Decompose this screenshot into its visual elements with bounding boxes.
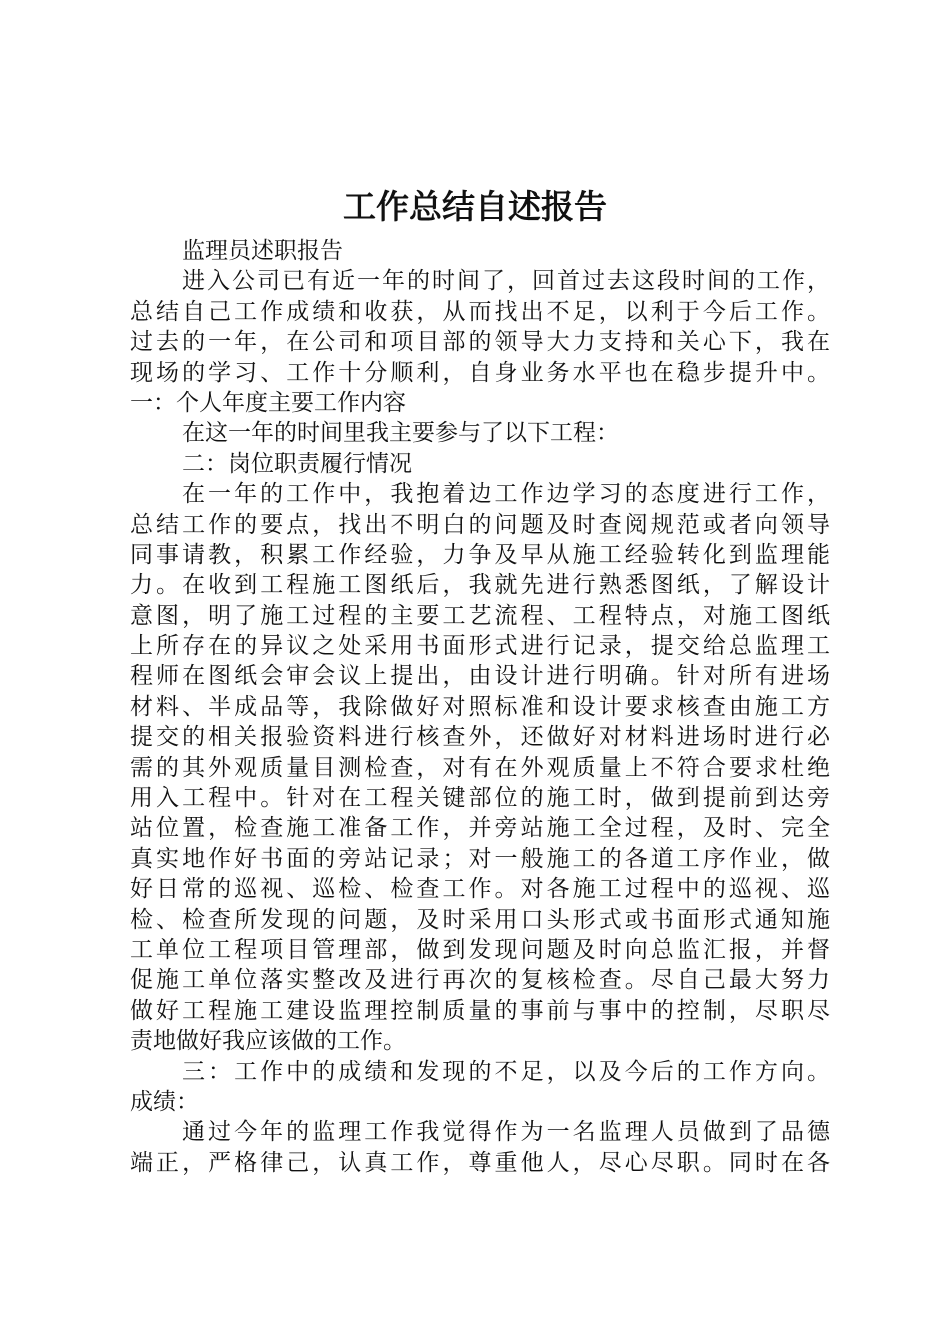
body-line: 在一年的工作中，我抱着边工作边学习的态度进行工作， [182,481,830,508]
body-line: 在这一年的时间里我主要参与了以下工程： [182,420,619,447]
body-line: 好日常的巡视、巡检、检查工作。对各施工过程中的巡视、巡 [130,876,830,903]
body-line: 二：岗位职责履行情况 [182,450,412,477]
body-line: 程师在图纸会审会议上提出，由设计进行明确。针对所有进场 [130,663,830,690]
body-line: 提交的相关报验资料进行核查外，还做好对材料进场时进行必 [130,724,830,751]
body-line: 上所存在的异议之处采用书面形式进行记录，提交给总监理工 [130,633,830,660]
body-line: 站位置，检查施工准备工作，并旁站施工全过程，及时、完全 [130,815,830,842]
body-line: 过去的一年，在公司和项目部的领导大力支持和关心下，我在 [130,329,830,356]
body-line: 监理员述职报告 [182,238,343,264]
body-line: 同事请教，积累工作经验，力争及早从施工经验转化到监理能 [130,541,830,568]
body-line: 现场的学习、工作十分顺利，自身业务水平也在稳步提升中。 [130,359,830,386]
body-line: 意图，明了施工过程的主要工艺流程、工程特点，对施工图纸 [130,602,830,629]
body-line: 真实地作好书面的旁站记录；对一般施工的各道工序作业，做 [130,845,830,872]
body-line: 做好工程施工建设监理控制质量的事前与事中的控制，尽职尽 [130,997,830,1024]
body-line: 需的其外观质量目测检查，对有在外观质量上不符合要求杜绝 [130,754,830,781]
body-line: 端正，严格律己，认真工作，尊重他人，尽心尽职。同时在各 [130,1149,830,1176]
document-body [130,236,830,1178]
body-line: 用入工程中。针对在工程关键部位的施工时，做到提前到达旁 [130,785,830,812]
body-line: 三：工作中的成绩和发现的不足，以及今后的工作方向。 [182,1058,830,1085]
body-line: 促施工单位落实整改及进行再次的复核检查。尽自己最大努力 [130,967,830,994]
body-line: 总结工作的要点，找出不明白的问题及时查阅规范或者向领导 [130,511,830,538]
body-line: 材料、半成品等，我除做好对照标准和设计要求核查由施工方 [130,693,830,720]
body-line: 一：个人年度主要工作内容 [130,389,406,416]
body-line: 工单位工程项目管理部，做到发现问题及时向总监汇报，并督 [130,936,830,963]
body-line: 总结自己工作成绩和收获，从而找出不足，以利于今后工作。 [130,298,830,325]
document-title: 工作总结自述报告 [343,187,607,226]
body-line: 力。在收到工程施工图纸后，我就先进行熟悉图纸，了解设计 [130,572,830,599]
body-line: 成绩： [130,1088,199,1115]
body-line: 通过今年的监理工作我觉得作为一名监理人员做到了品德 [182,1119,830,1146]
body-line: 责地做好我应该做的工作。 [130,1028,406,1055]
body-line: 进入公司已有近一年的时间了，回首过去这段时间的工作， [182,268,830,295]
body-line: 检、检查所发现的问题，及时采用口头形式或书面形式通知施 [130,906,830,933]
